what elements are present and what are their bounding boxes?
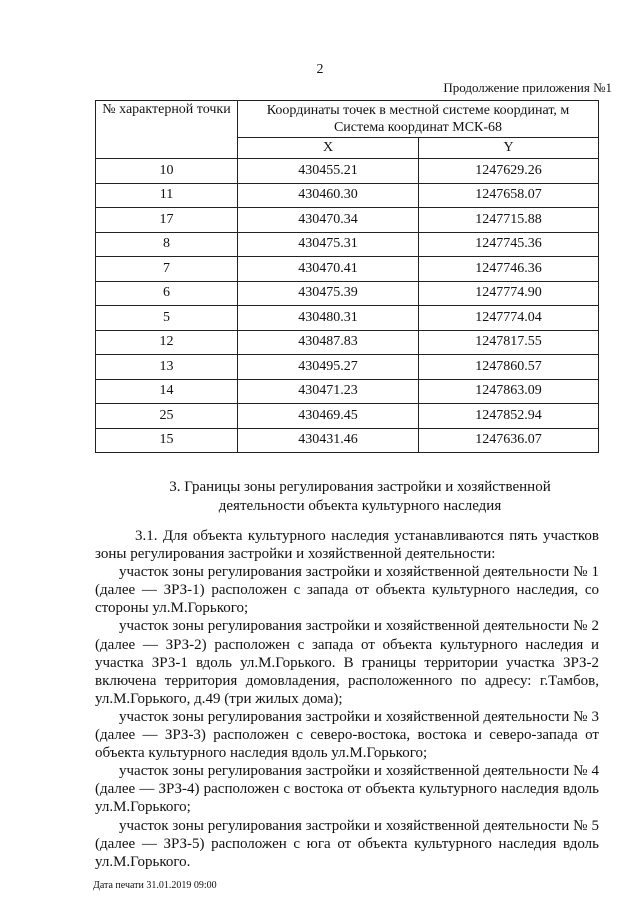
- print-date: Дата печати 31.01.2019 09:00: [93, 880, 217, 891]
- table-row: [96, 404, 599, 429]
- cell-y: 1247636.07: [419, 428, 599, 453]
- section-title: [60, 478, 640, 516]
- cell-x: 430460.30: [238, 183, 419, 208]
- cell-point: 13: [96, 355, 238, 380]
- section-title-line2: деятельности объекта культурного наследия: [218, 498, 502, 514]
- cell-y: 1247860.57: [419, 355, 599, 380]
- header-coordinates-line1: Координаты точек в местной системе координат, м: [266, 103, 570, 118]
- table-row: [96, 159, 599, 184]
- header-x: X: [238, 138, 419, 159]
- cell-x: 430475.39: [238, 281, 419, 306]
- cell-x: 430495.27: [238, 355, 419, 380]
- section-title-line1: 3. Границы зоны регулирования застройки и хозяйственной: [169, 479, 551, 495]
- cell-y: 1247746.36: [419, 257, 599, 282]
- cell-y: 1247745.36: [419, 232, 599, 257]
- cell-y: 1247774.90: [419, 281, 599, 306]
- header-y: Y: [419, 138, 599, 159]
- cell-point: 5: [96, 306, 238, 331]
- cell-x: 430487.83: [238, 330, 419, 355]
- header-coordinates: [238, 101, 599, 138]
- cell-y: 1247715.88: [419, 208, 599, 233]
- cell-point: 6: [96, 281, 238, 306]
- cell-x: 430480.31: [238, 306, 419, 331]
- cell-point: 12: [96, 330, 238, 355]
- table-row: [96, 355, 599, 380]
- cell-point: 25: [96, 404, 238, 429]
- table-row: [96, 257, 599, 282]
- appendix-note: Продолжение приложения №1: [443, 80, 612, 95]
- cell-point: 14: [96, 379, 238, 404]
- cell-point: 8: [96, 232, 238, 257]
- table-row: [96, 306, 599, 331]
- cell-x: 430475.31: [238, 232, 419, 257]
- cell-point: 17: [96, 208, 238, 233]
- cell-y: 1247658.07: [419, 183, 599, 208]
- table-row: [96, 379, 599, 404]
- coordinates-table: [95, 100, 599, 453]
- cell-point: 7: [96, 257, 238, 282]
- cell-y: 1247852.94: [419, 404, 599, 429]
- paragraph-zrz-1: участок зоны регулирования застройки и хозяйственной деятельности № 1 (далее — ЗРЗ-1) расположен с запада от объекта культурного наследия, со стороны ул.М.Горького;: [95, 564, 599, 617]
- cell-x: 430470.41: [238, 257, 419, 282]
- table-header-row: [96, 101, 599, 138]
- cell-y: 1247774.04: [419, 306, 599, 331]
- cell-x: 430470.34: [238, 208, 419, 233]
- cell-point: 11: [96, 183, 238, 208]
- table-row: [96, 330, 599, 355]
- cell-y: 1247863.09: [419, 379, 599, 404]
- cell-y: 1247817.55: [419, 330, 599, 355]
- table-row: [96, 232, 599, 257]
- paragraph-zrz-4: участок зоны регулирования застройки и хозяйственной деятельности № 4 (далее — ЗРЗ-4) расположен с востока от объекта культурного наследия вдоль ул.М.Горького;: [95, 763, 599, 816]
- paragraph-zrz-5: участок зоны регулирования застройки и хозяйственной деятельности № 5 (далее — ЗРЗ-5) расположен с юга от объекта культурного наследия вдоль ул.М.Горького.: [95, 817, 599, 870]
- paragraph-intro: 3.1. Для объекта культурного наследия устанавливаются пять участков зоны регулирования застройки и хозяйственной деятельности:: [95, 528, 599, 563]
- page-number: 2: [316, 62, 324, 77]
- cell-x: 430471.23: [238, 379, 419, 404]
- section-body: [95, 527, 599, 871]
- cell-x: 430431.46: [238, 428, 419, 453]
- table-row: [96, 281, 599, 306]
- header-point-number: № характерной точки: [96, 101, 238, 159]
- cell-y: 1247629.26: [419, 159, 599, 184]
- table-row: [96, 183, 599, 208]
- cell-x: 430455.21: [238, 159, 419, 184]
- table-row: [96, 208, 599, 233]
- cell-x: 430469.45: [238, 404, 419, 429]
- paragraph-zrz-2: участок зоны регулирования застройки и хозяйственной деятельности № 2 (далее — ЗРЗ-2) расположен с запада от объекта культурного наследия и участка ЗРЗ-1 вдоль ул.М.Горького. В границы территории участка ЗРЗ-2 включена территория домовладения, расположенного по адресу: г.Тамбов, ул.М.Горького, д.49 (три жилых дома);: [95, 618, 599, 707]
- cell-point: 10: [96, 159, 238, 184]
- cell-point: 15: [96, 428, 238, 453]
- paragraph-zrz-3: участок зоны регулирования застройки и хозяйственной деятельности № 3 (далее — ЗРЗ-3) расположен с северо-востока, востока и северо-запада от объекта культурного наследия вдоль ул.М.Горького;: [95, 708, 599, 762]
- header-coordinates-line2: Система координат МСК-68: [333, 120, 503, 135]
- table-row: [96, 428, 599, 453]
